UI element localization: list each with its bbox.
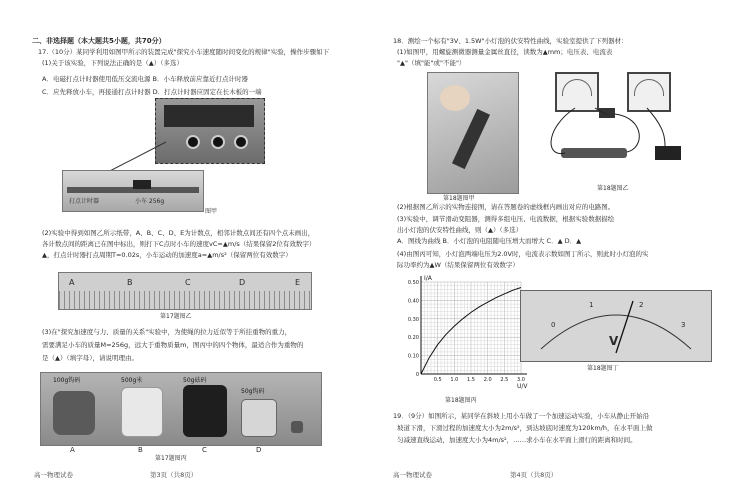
meter-scale-2: 2 [639,301,644,309]
circuit-wires [535,68,715,190]
item-c-weight [183,385,227,437]
q17-part3-line-1: (3)在"探究加速度与力、质量的关系"实验中，为使绳的拉力近似等于所挂重物的重力， [42,328,292,336]
item-b-cup [121,387,163,437]
knob-3 [234,135,248,149]
tape-point-e: E [295,278,301,287]
q18-part2-line-3: 出小灯泡的伏安特性曲线，则（▲）（多选） [397,226,523,234]
micrometer-barrel [452,109,490,169]
meter-scale-3: 3 [681,321,686,329]
y-tick-label: 0.30 [407,316,419,323]
tape-ruler [58,272,312,310]
x-tick-label: 3.0 [517,377,525,383]
timer-panel [164,105,254,127]
fig18-jia-caption: 第18题图甲 [443,195,475,202]
items-caption: 第17题图丙 [155,455,187,462]
x-tick-label: 1.0 [450,377,459,383]
q19-line-3: 匀减速直线运动，加速度大小为4m/s²，……求小车在水平面上滑行的距离和时间。 [397,436,637,444]
q17-part2-line-1: (2)实验中得到如图乙所示纸带，A、B、C、D、E为计数点，相邻计数点间还有四个点未画出， [42,229,315,237]
cart-block [133,180,151,189]
q17-part3-line-2: 需要满足小车的质量M=256g，远大于重物质量m，图丙中的四个物体，最适合作为重物的 [42,341,304,349]
timer-zoom-photo [155,98,265,164]
left-footer-page: 第3页（共8页） [150,471,198,479]
item-c-label: 50g砝码 [183,377,207,384]
q17-part2-line-2: 各计数点间的距离已在图中标出，则打下C点时小车的速度vC=▲m/s（结果保留2位有效数字） [42,240,316,248]
finger-shape [440,85,470,111]
micrometer-photo [427,72,519,194]
item-a-weight [53,391,95,435]
y-tick-label: 0.20 [407,335,419,342]
q18-part2-line-1: (2)根据图乙所示的实物连接图，请在答题卷的虚线框内画出对应的电路图。 [397,203,615,211]
cart-label: 小车 256g [135,198,165,205]
track-photo [62,170,204,212]
q18-part2-line-6: 际功率约为▲W（结果保留两位有效数字） [397,261,519,269]
q18-part2-line-4: A．图线为曲线 B．小灯泡的电阻随电压增大而增大 C．▲ D．▲ [397,237,582,245]
right-footer-title: 高一物理试卷 [393,471,432,479]
tape-caption: 第17题图乙 [160,313,192,320]
q18-line-3: "▲"（填"能"或"不能"） [397,59,466,67]
q18-line-2: (1)如图甲，用螺旋测微器测量金属丝直径，读数为▲mm；电压表、电流表 [397,48,613,56]
tape-point-a: A [69,278,75,287]
meter-caption: 第18题图丁 [587,365,619,372]
y-tick-label: 0.10 [407,353,419,360]
tape-point-d: D [239,278,246,287]
knob-2 [211,135,225,149]
item-b-label: 500g米 [121,377,143,384]
y-tick-label: 0.40 [407,298,419,305]
item-letter-a: A [70,446,75,454]
item-a-label: 100g钩码 [53,377,81,384]
fig-jia-caption: 图甲 [205,208,218,215]
y-tick-label: 0 [415,372,419,378]
chart-y-label: I/A [424,275,432,282]
q17-option-ab: A．电磁打点计时器使用低压交流电源 B．小车释放前应靠近打点计时器 [42,75,248,83]
items-photo [40,372,322,446]
q17-line-1: 17.（10分）某同学利用如图甲所示的装置完成"探究小车速度随时间变化的规律"实验，操作步骤如下 [38,48,330,56]
q18-part2-line-5: (4)由图丙可知，小灯泡两端电压为2.0V时，电流表示数如图丁所示，则此时小灯泡的实 [397,250,649,258]
y-tick-label: 0.50 [407,280,419,286]
timer-label: 打点计时器 [69,198,100,205]
meter-scale-0: 0 [551,321,556,329]
chart-grid [421,282,521,374]
q19-line-1: 19．（9分）如图所示，某同学在斜坡上用小车做了一个加速运动实验，小车从静止开始沿 [393,412,650,420]
item-letter-c: C [202,446,207,454]
x-tick-label: 2.5 [500,377,509,383]
fig18-yi-caption: 第18题图乙 [597,185,629,192]
section-title: 二、非选择题（本大题共5小题，共70分） [32,37,166,45]
item-letter-d: D [256,446,262,454]
chart-x-label: U/V [517,383,528,390]
left-footer-title: 高一物理试卷 [34,471,73,479]
item-small [291,421,303,433]
q18-line-1: 18．测绘一个标有"3V、1.5W"小灯泡的伏安特性曲线，实验室提供了下列器材： [393,37,628,45]
chart-ticks [408,280,525,383]
tape-point-b: B [127,278,133,287]
q17-part3-line-3: 是（▲）（填字母），请说明理由。 [42,354,138,362]
right-page [365,0,729,501]
meter-scale-1: 1 [589,301,594,309]
x-tick-label: 0.5 [433,377,442,383]
ruler-ticks [59,291,311,309]
q17-part2-line-3: ▲，打点计时器打点周期T=0.02s，小车运动的加速度a=▲m/s²（保留两位有效数字） [42,251,292,259]
knob-1 [186,135,200,149]
meter-unit-label: V [609,334,619,348]
q17-line-2: (1)关于该实验，下列说法正确的是（▲）（多选） [42,59,183,67]
meter-needle [616,301,633,353]
chart-caption: 第18题图丙 [445,397,477,404]
q19-line-2: 坡道下滑，下滑过程的加速度大小为2m/s²，到达坡底时速度为120km/h，在水平面上做 [397,424,653,432]
item-letter-b: B [138,446,143,454]
q18-part2-line-2: (3)实验中，调节滑动变阻器，测得多组电压、电流数据，根据实验数据描绘 [397,215,615,223]
meter-photo [520,290,712,362]
q17-option-cd: C．应先释放小车，再接通打点计时器 D．打点计时器应固定在长木板的一端 [42,88,262,96]
circuit-photo [535,68,715,190]
item-d-weight [241,399,277,437]
x-tick-label: 1.5 [467,377,475,383]
tape-point-c: C [185,278,191,287]
x-tick-label: 2.0 [483,377,492,383]
item-d-label: 50g钩码 [241,388,265,395]
iu-chart [395,272,535,392]
right-footer-page: 第4页（共8页） [510,471,558,479]
